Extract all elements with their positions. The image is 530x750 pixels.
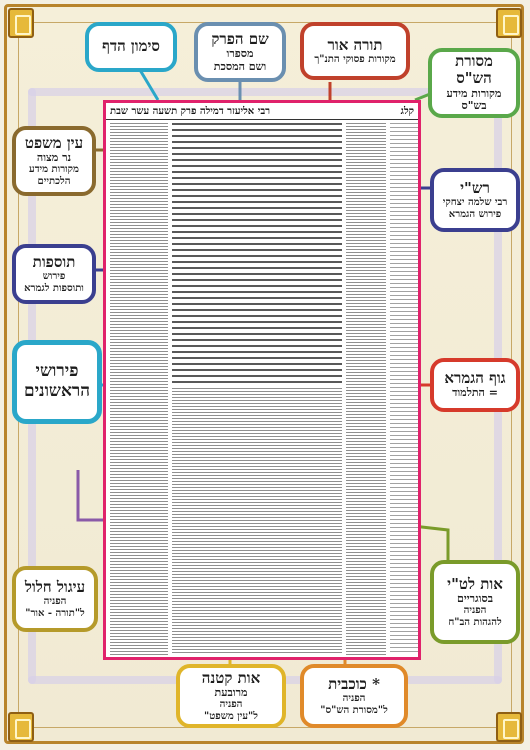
lower-commentary-block <box>172 388 342 655</box>
margin-column <box>390 123 418 655</box>
gemara-text-block <box>172 123 342 383</box>
label-siman-hadaf: סימון הדף <box>85 22 177 72</box>
label-torah-or: תורה אור מקורות פסוקי התנ"ך <box>300 22 410 80</box>
label-rashi: רש"י רבי שלמה יצחקי פירוש הגמרא <box>430 168 520 232</box>
label-ot-ketana: אות קטנה מרובעת הפניה ל"עין משפט" <box>176 664 286 728</box>
label-masoret-hashas: מסורת הש"ס מקורות מידע בש"ס <box>428 48 520 118</box>
label-ot-latin: אות לט"י בסוגריים הפניה להגהות הב"ח <box>430 560 520 644</box>
chapter-title: רבי אליעזר דמילה פרק תשעה עשר שבת <box>110 105 271 117</box>
label-gemara: גוף הגמרא = התלמוד <box>430 358 520 412</box>
label-shem-haperek: שם הפרק מספרו ושם המסכת <box>194 22 286 82</box>
label-kochavit: * כוכבית הפניה ל"מסורת הש"ס" <box>300 664 408 728</box>
tosafot-column <box>110 123 168 655</box>
label-rishonim: פירושי הראשונים <box>12 340 102 424</box>
label-igul-halul: עיגול חלול הפניה ל"תורה - אור" <box>12 566 98 632</box>
talmud-page <box>103 100 421 660</box>
connector-siman <box>140 70 158 100</box>
rashi-column <box>346 123 386 655</box>
page-number: קלג <box>400 105 414 117</box>
label-ein-mishpat: עין משפט נר מצוה מקורות מידע הלכתיים <box>12 126 96 196</box>
label-tosafot: תוספות פירוש ותוספות לגמרא <box>12 244 96 304</box>
page-header <box>106 103 418 120</box>
